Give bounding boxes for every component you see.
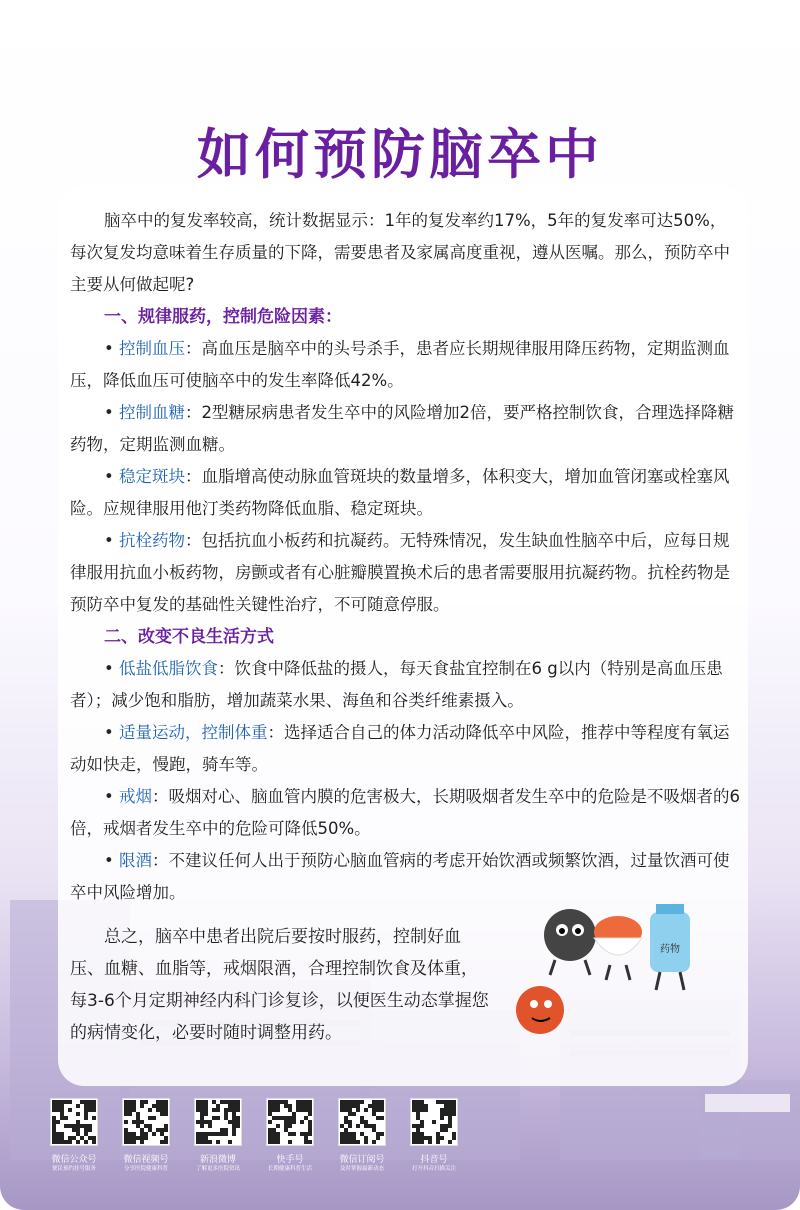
item-text: ：吸烟对心、脑血管内膜的危害极大，长期吸烟者发生卒中的危险是不吸烟者的6倍，戒烟者发生卒中的危险可降低50%。 [70, 787, 740, 838]
qr-item[interactable] [110, 1098, 182, 1173]
item-term: 抗栓药物 [118, 531, 185, 550]
list-item: • 限酒：不建议任何人出于预防心脑血管病的考虑开始饮酒或频繁饮酒，过量饮酒可使卒中风险增加。 [70, 851, 730, 902]
item-term: 戒烟 [118, 787, 152, 806]
qr-name: 微信订阅号 [339, 1155, 385, 1165]
bowl-mascot-icon [594, 916, 642, 980]
intro-paragraph: 脑卒中的复发率较高，统计数据显示：1年的复发率约17%，5年的复发率可达50%，每次复发均意味着生存质量的下降，需要患者及家属高度重视，遵从医嘱。那么，预防卒中主要从何做起呢? [70, 211, 730, 294]
qr-desc: 分享医院健康科普 [123, 1166, 168, 1172]
qr-code-icon [50, 1098, 98, 1146]
qr-desc: 了解更多医院资讯 [195, 1166, 240, 1172]
qr-code-icon [194, 1098, 242, 1146]
item-term: 稳定斑块 [118, 467, 185, 486]
summary-paragraph: 总之，脑卒中患者出院后要按时服药，控制好血压、血糖、血脂等，戒烟限酒，合理控制饮食及体重，每3-6个月定期神经内科门诊复诊，以便医生动态掌握您的病情变化，必要时随时调整用药。 [70, 927, 489, 1043]
item-text: ：饮食中降低盐的摄人，每天食盐宜控制在6 g以内（特别是高血压患者）；减少饱和脂肪，增加蔬菜水果、海鱼和谷类纤维素摄入。 [70, 659, 723, 710]
qr-item[interactable] [38, 1098, 110, 1173]
qr-desc: 便民预约挂号服务 [51, 1166, 96, 1172]
qr-code-icon [266, 1098, 314, 1146]
qr-name: 微信公众号 [51, 1155, 97, 1165]
qr-code-bar [36, 1098, 776, 1188]
heart-mascot-icon [516, 986, 564, 1034]
item-text: ：选择适合自己的体力活动降低卒中风险，推荐中等程度有氧运动如快走，慢跑，骑车等。 [70, 723, 730, 774]
qr-desc: 长期健康科普生活 [267, 1166, 312, 1172]
qr-code-icon [410, 1098, 458, 1146]
qr-item[interactable] [326, 1098, 398, 1173]
item-term: 控制血压 [118, 339, 185, 358]
qr-item[interactable] [182, 1098, 254, 1173]
article-body [70, 205, 742, 909]
qr-desc: 及时掌握最新动态 [339, 1166, 384, 1172]
page-title: 如何预防脑卒中 [197, 123, 603, 186]
qr-name: 微信视频号 [123, 1155, 169, 1165]
qr-item[interactable] [254, 1098, 326, 1173]
section-2-heading: 二、改变不良生活方式 [104, 627, 274, 647]
list-item: • 稳定斑块：血脂增高使动脉血管斑块的数量增多，体积变大，增加血管闭塞或栓塞风险。应规律服用他汀类药物降低血脂、稳定斑块。 [70, 467, 730, 518]
item-term: 限酒 [118, 851, 152, 870]
item-term: 控制血糖 [118, 403, 185, 422]
qr-name: 快手号 [276, 1155, 304, 1165]
item-text: ：高血压是脑卒中的头号杀手，患者应长期规律服用降压药物，定期监测血压，降低血压可使脑卒中的发生率降低42%。 [70, 339, 730, 390]
item-text: ：不建议任何人出于预防心脑血管病的考虑开始饮酒或频繁饮酒，过量饮酒可使卒中风险增加。 [70, 851, 730, 902]
section-1-heading: 一、规律服药，控制危险因素： [104, 307, 342, 327]
qr-name: 抖音号 [420, 1155, 448, 1165]
item-text: ：2型糖尿病患者发生卒中的风险增加2倍，要严格控制饮食，合理选择降糖药物，定期监测血糖。 [70, 403, 734, 454]
item-text: ：包括抗血小板药和抗凝药。无特殊情况，发生缺血性脑卒中后，应每日规律服用抗血小板药物，房颤或者有心脏瓣膜置换术后的患者需要服用抗凝药物。抗栓药物是预防卒中复发的基础性关键性治疗，不可随意停服。 [70, 531, 730, 614]
list-item: • 抗栓药物：包括抗血小板药和抗凝药。无特殊情况，发生缺血性脑卒中后，应每日规律服用抗血小板药物，房颤或者有心脏瓣膜置换术后的患者需要服用抗凝药物。抗栓药物是预防卒中复发的基础性关键性治疗，不可随意停服。 [70, 531, 730, 614]
list-item: • 控制血压：高血压是脑卒中的头号杀手，患者应长期规律服用降压药物，定期监测血压，降低血压可使脑卒中的发生率降低42%。 [70, 339, 730, 390]
list-item: • 适量运动，控制体重：选择适合自己的体力活动降低卒中风险，推荐中等程度有氧运动如快走，慢跑，骑车等。 [70, 723, 730, 774]
qr-item[interactable] [398, 1098, 470, 1173]
item-term: 低盐低脂饮食 [118, 659, 218, 678]
pill-mascot-icon [544, 909, 596, 975]
medicine-bottle-mascot-icon [650, 904, 690, 990]
item-text: ：血脂增高使动脉血管斑块的数量增多，体积变大，增加血管闭塞或栓塞风险。应规律服用他汀类药物降低血脂、稳定斑块。 [70, 467, 730, 518]
list-item: • 控制血糖：2型糖尿病患者发生卒中的风险增加2倍，要严格控制饮食，合理选择降糖药物，定期监测血糖。 [70, 403, 734, 454]
qr-code-icon [122, 1098, 170, 1146]
list-item: • 戒烟：吸烟对心、脑血管内膜的危害极大，长期吸烟者发生卒中的危险是不吸烟者的6倍，戒烟者发生卒中的危险可降低50%。 [70, 787, 740, 838]
bottle-label: 药物 [660, 944, 680, 955]
qr-code-icon [338, 1098, 386, 1146]
qr-name: 新浪微博 [199, 1155, 236, 1165]
item-term: 适量运动，控制体重 [118, 723, 268, 742]
list-item: • 低盐低脂饮食：饮食中降低盐的摄人，每天食盐宜控制在6 g以内（特别是高血压患者）；减少饱和脂肪，增加蔬菜水果、海鱼和谷类纤维素摄入。 [70, 659, 723, 710]
qr-desc: 打开抖音扫描关注 [411, 1166, 456, 1172]
mascots-illustration [500, 900, 710, 1050]
